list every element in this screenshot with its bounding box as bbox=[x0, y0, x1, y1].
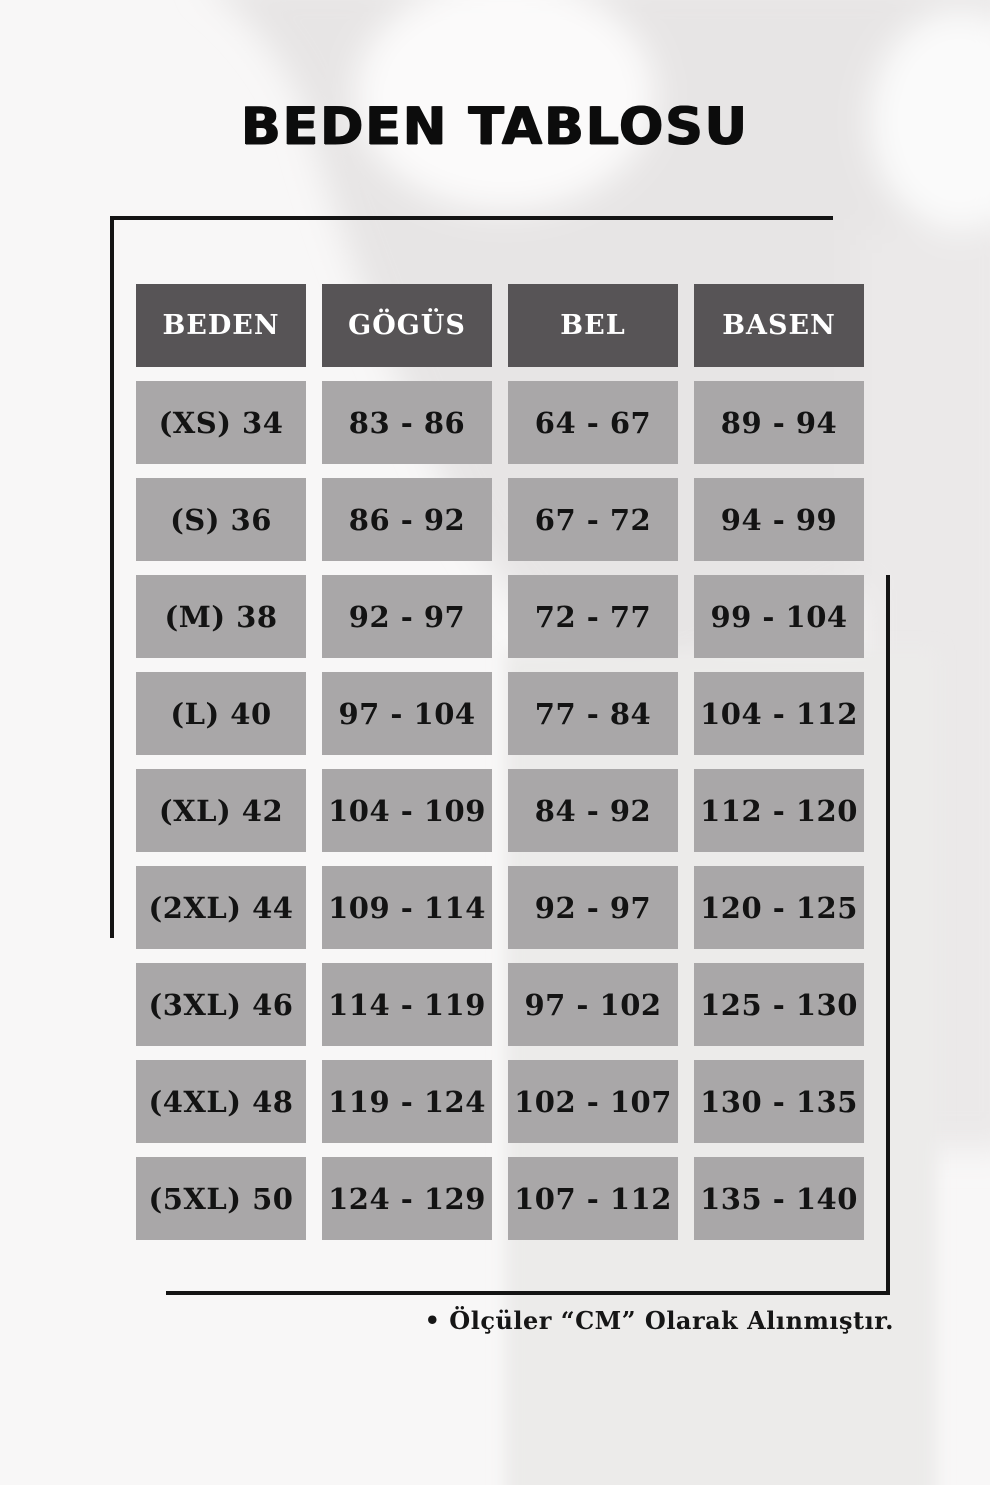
size-label-cell: (3XL) 46 bbox=[136, 963, 306, 1046]
size-label-cell: (M) 38 bbox=[136, 575, 306, 658]
frame-line-right bbox=[886, 575, 890, 1295]
measurement-cell-basen: 112 - 120 bbox=[694, 769, 864, 852]
measurement-cell-basen: 89 - 94 bbox=[694, 381, 864, 464]
measurement-unit-note: • Ölçüler “CM” Olarak Alınmıştır. bbox=[424, 1306, 894, 1335]
measurement-cell-gogus: 86 - 92 bbox=[322, 478, 492, 561]
measurement-cell-basen: 94 - 99 bbox=[694, 478, 864, 561]
size-label-cell: (S) 36 bbox=[136, 478, 306, 561]
measurement-cell-bel: 102 - 107 bbox=[508, 1060, 678, 1143]
size-label-cell: (XL) 42 bbox=[136, 769, 306, 852]
measurement-cell-bel: 72 - 77 bbox=[508, 575, 678, 658]
size-label-cell: (XS) 34 bbox=[136, 381, 306, 464]
measurement-cell-bel: 92 - 97 bbox=[508, 866, 678, 949]
measurement-cell-bel: 84 - 92 bbox=[508, 769, 678, 852]
measurement-cell-gogus: 119 - 124 bbox=[322, 1060, 492, 1143]
page-title: BEDEN TABLOSU bbox=[241, 97, 749, 157]
measurement-cell-basen: 135 - 140 bbox=[694, 1157, 864, 1240]
size-label-cell: (2XL) 44 bbox=[136, 866, 306, 949]
measurement-cell-basen: 99 - 104 bbox=[694, 575, 864, 658]
measurement-cell-gogus: 109 - 114 bbox=[322, 866, 492, 949]
frame-line-bottom bbox=[166, 1291, 890, 1295]
measurement-cell-bel: 97 - 102 bbox=[508, 963, 678, 1046]
measurement-cell-bel: 77 - 84 bbox=[508, 672, 678, 755]
frame-line-left bbox=[110, 216, 114, 938]
column-header-beden: BEDEN bbox=[136, 284, 306, 367]
measurement-cell-basen: 125 - 130 bbox=[694, 963, 864, 1046]
measurement-cell-gogus: 114 - 119 bbox=[322, 963, 492, 1046]
measurement-cell-gogus: 92 - 97 bbox=[322, 575, 492, 658]
measurement-cell-gogus: 104 - 109 bbox=[322, 769, 492, 852]
size-table bbox=[136, 284, 864, 1240]
measurement-cell-basen: 104 - 112 bbox=[694, 672, 864, 755]
size-label-cell: (5XL) 50 bbox=[136, 1157, 306, 1240]
measurement-cell-bel: 107 - 112 bbox=[508, 1157, 678, 1240]
measurement-cell-bel: 64 - 67 bbox=[508, 381, 678, 464]
frame-line-top bbox=[110, 216, 833, 220]
measurement-cell-gogus: 97 - 104 bbox=[322, 672, 492, 755]
measurement-cell-gogus: 124 - 129 bbox=[322, 1157, 492, 1240]
column-header-gogus: GÖGÜS bbox=[322, 284, 492, 367]
column-header-basen: BASEN bbox=[694, 284, 864, 367]
measurement-cell-bel: 67 - 72 bbox=[508, 478, 678, 561]
measurement-cell-basen: 120 - 125 bbox=[694, 866, 864, 949]
measurement-cell-basen: 130 - 135 bbox=[694, 1060, 864, 1143]
size-label-cell: (L) 40 bbox=[136, 672, 306, 755]
column-header-bel: BEL bbox=[508, 284, 678, 367]
measurement-cell-gogus: 83 - 86 bbox=[322, 381, 492, 464]
size-label-cell: (4XL) 48 bbox=[136, 1060, 306, 1143]
